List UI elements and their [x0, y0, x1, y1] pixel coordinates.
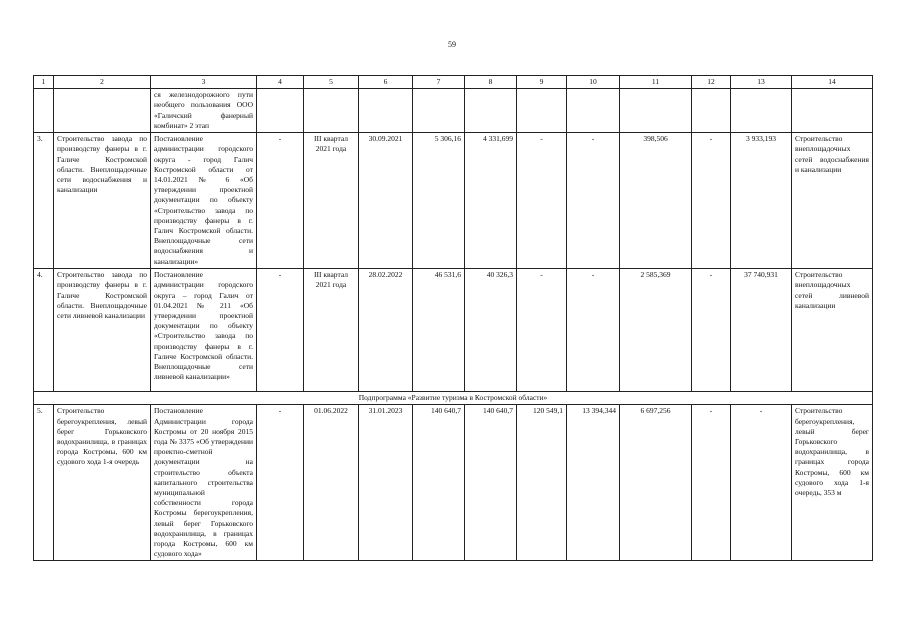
header-cell: 10 [567, 76, 620, 89]
cell-col12: - [692, 405, 731, 561]
cell-col8: 40 326,3 [465, 269, 517, 392]
cell-result: Строительство внеплощадочных сетей ливневой канализации [792, 269, 873, 392]
header-cell: 4 [257, 76, 304, 89]
header-cell: 6 [359, 76, 413, 89]
header-cell: 2 [54, 76, 151, 89]
cell-col10: - [567, 133, 620, 269]
cell-result: Строительство внеплощадочных сетей водоснабжения и канализации [792, 133, 873, 269]
cell-col4: - [257, 405, 304, 561]
cell-object-name: Строительство берегоукрепления, левый берег Горьковского водохранилища, в границах города Костромы, 600 км судового хода 1-я очередь [54, 405, 151, 561]
table-row [34, 405, 873, 561]
table-row [34, 133, 873, 269]
cell-col11: 6 697,256 [620, 405, 692, 561]
cell-row-number: 3. [34, 133, 54, 269]
cell-row-number: 5. [34, 405, 54, 561]
cell-start: III квартал 2021 года [304, 269, 359, 392]
cell-col10: - [567, 269, 620, 392]
header-cell: 9 [517, 76, 567, 89]
header-cell: 13 [731, 76, 792, 89]
cell-col4: - [257, 133, 304, 269]
column-number-header-row [34, 76, 873, 89]
cell-col11: 2 585,369 [620, 269, 692, 392]
subprogram-title: Подпрограмма «Развитие туризма в Костромской области» [34, 392, 873, 405]
cell-col7: 140 640,7 [413, 405, 465, 561]
cell-col11: 398,506 [620, 133, 692, 269]
cell-end: 31.01.2023 [359, 405, 413, 561]
cell-col9: 120 549,1 [517, 405, 567, 561]
cell-col8: 140 640,7 [465, 405, 517, 561]
header-cell: 8 [465, 76, 517, 89]
header-cell: 3 [151, 76, 257, 89]
cell-object-name: Строительство завода по производству фанеры в г. Галиче Костромской области. Внеплощадочные сети водоснабжения и канализации [54, 133, 151, 269]
header-cell: 12 [692, 76, 731, 89]
cell-col12: - [692, 269, 731, 392]
cell-col7: 46 531,6 [413, 269, 465, 392]
cell-document: Постановление администрации городского округа - город Галич Костромской области от 14.01.2021 № 6 «Об утверждении проектной документации по объекту «Строительство завода по производству фанеры в г. Галич Костромской области. Внеплощадочные сети водоснабжения и канализации» [151, 133, 257, 269]
cell-document: Постановление Администрации города Костромы от 20 ноября 2015 года № 3375 «Об утверждении проектно-сметной документации на строительство объекта капитального строительства муниципальной собственности города Костромы берегоукрепления, левый берег Горьковского водохранилища, в границах города Костромы, 600 км судового хода» [151, 405, 257, 561]
cell-col13: 3 933,193 [731, 133, 792, 269]
cell-col13: 37 740,931 [731, 269, 792, 392]
cell-col13: - [731, 405, 792, 561]
table-row [34, 269, 873, 392]
subprogram-row [34, 392, 873, 405]
cell-end: 30.09.2021 [359, 133, 413, 269]
cell-end: 28.02.2022 [359, 269, 413, 392]
cell-document: Постановление администрации городского округа – город Галич от 01.04.2021 № 211 «Об утверждении проектной документации по объекту «Строительство завода по производству фанеры в г. Галиче Костромской области. Внеплощадочные сети ливневой канализации» [151, 269, 257, 392]
cell-col9: - [517, 269, 567, 392]
cell-col4: - [257, 269, 304, 392]
header-cell: 1 [34, 76, 54, 89]
cell-col8: 4 331,699 [465, 133, 517, 269]
cell-document: ся железнодорожного пути необщего пользования ООО «Галичский фанерный комбинат» 2 этап [151, 89, 257, 133]
cell-result: Строительство берегоукрепления, левый берег Горьковского водохранилища, в границах города Костромы, 600 км судового хода 1-я очередь, 353 м [792, 405, 873, 561]
cell-col12: - [692, 133, 731, 269]
header-cell: 11 [620, 76, 692, 89]
page-number: 59 [448, 40, 456, 49]
cell-start: III квартал 2021 года [304, 133, 359, 269]
cell-start: 01.06.2022 [304, 405, 359, 561]
cell-col7: 5 306,16 [413, 133, 465, 269]
capital-construction-table [33, 75, 873, 561]
header-cell: 7 [413, 76, 465, 89]
cell-row-number: 4. [34, 269, 54, 392]
cell-col9: - [517, 133, 567, 269]
header-cell: 5 [304, 76, 359, 89]
cell-object-name: Строительство завода по производству фанеры в г. Галиче Костромской области. Внеплощадочные сети ливневой канализации [54, 269, 151, 392]
header-cell: 14 [792, 76, 873, 89]
table-row-continuation [34, 89, 873, 133]
cell-col10: 13 394,344 [567, 405, 620, 561]
